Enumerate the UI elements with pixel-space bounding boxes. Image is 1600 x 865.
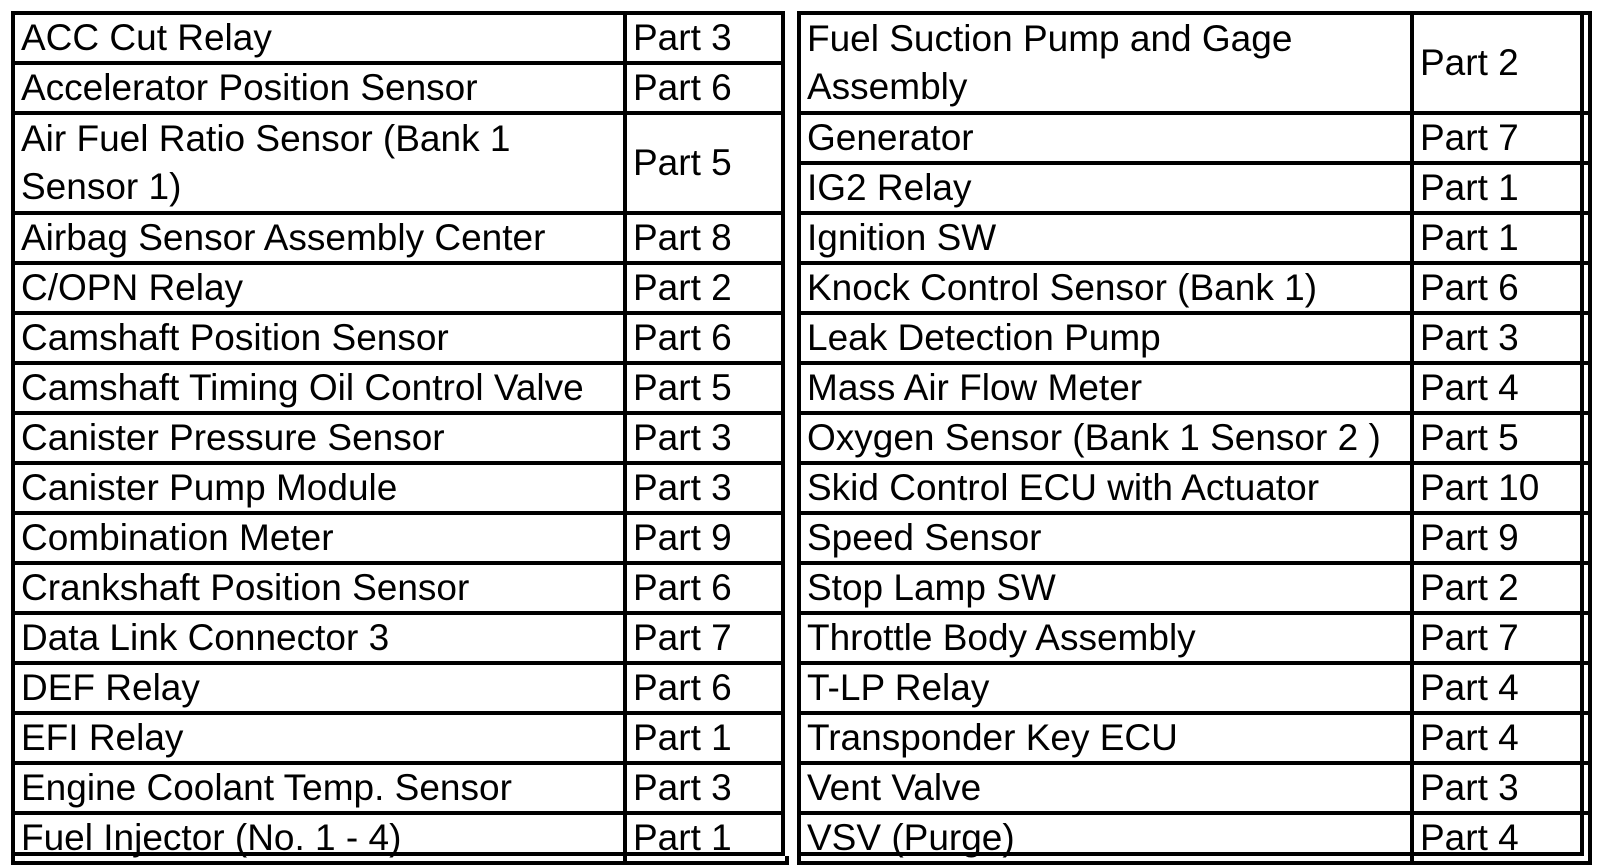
component-name: Oxygen Sensor (Bank 1 Sensor 2 ) [799, 413, 1412, 463]
component-name: C/OPN Relay [13, 263, 625, 313]
part-reference: Part 4 [1412, 813, 1590, 863]
component-name: Transponder Key ECU [799, 713, 1412, 763]
component-name: ACC Cut Relay [13, 13, 625, 63]
component-name: EFI Relay [13, 713, 625, 763]
table-row [13, 413, 787, 463]
component-name: Crankshaft Position Sensor [13, 563, 625, 613]
component-name: Fuel Suction Pump and Gage Assembly [799, 13, 1412, 113]
table-row [13, 113, 787, 213]
part-reference: Part 4 [1412, 363, 1590, 413]
part-reference: Part 1 [1412, 213, 1590, 263]
table-row [799, 13, 1590, 113]
table-row [13, 663, 787, 713]
component-name: Leak Detection Pump [799, 313, 1412, 363]
component-name: Ignition SW [799, 213, 1412, 263]
part-reference: Part 10 [1412, 463, 1590, 513]
table-row [799, 513, 1590, 563]
component-name: Fuel Injector (No. 1 - 4) [13, 813, 625, 863]
part-reference: Part 7 [1412, 113, 1590, 163]
table-row [799, 313, 1590, 363]
table-row [799, 413, 1590, 463]
component-name: Throttle Body Assembly [799, 613, 1412, 663]
part-reference: Part 7 [1412, 613, 1590, 663]
part-reference: Part 5 [625, 363, 787, 413]
table-row [13, 263, 787, 313]
table-row [13, 613, 787, 663]
table-row [799, 563, 1590, 613]
table-row [799, 363, 1590, 413]
table-row [13, 713, 787, 763]
part-reference: Part 1 [625, 713, 787, 763]
table-row [799, 263, 1590, 313]
component-name: Knock Control Sensor (Bank 1) [799, 263, 1412, 313]
part-reference: Part 2 [1412, 13, 1590, 113]
component-name: Engine Coolant Temp. Sensor [13, 763, 625, 813]
component-name: IG2 Relay [799, 163, 1412, 213]
component-name: DEF Relay [13, 663, 625, 713]
table-row [13, 313, 787, 363]
table-row [799, 613, 1590, 663]
part-reference: Part 6 [625, 563, 787, 613]
component-name: Canister Pressure Sensor [13, 413, 625, 463]
component-name: Generator [799, 113, 1412, 163]
component-name: Camshaft Position Sensor [13, 313, 625, 363]
component-name: Combination Meter [13, 513, 625, 563]
part-reference: Part 4 [1412, 663, 1590, 713]
component-name: Mass Air Flow Meter [799, 363, 1412, 413]
component-name: VSV (Purge) [799, 813, 1412, 863]
component-name: T-LP Relay [799, 663, 1412, 713]
part-reference: Part 6 [625, 63, 787, 113]
part-reference: Part 9 [1412, 513, 1590, 563]
part-reference: Part 2 [1412, 563, 1590, 613]
component-name: Air Fuel Ratio Sensor (Bank 1 Sensor 1) [13, 113, 625, 213]
table-row [13, 13, 787, 63]
part-reference: Part 1 [1412, 163, 1590, 213]
table-row [13, 763, 787, 813]
table-row [799, 763, 1590, 813]
table-row [799, 813, 1590, 863]
part-reference: Part 1 [625, 813, 787, 863]
part-reference: Part 3 [625, 763, 787, 813]
table-row [799, 713, 1590, 763]
part-reference: Part 3 [625, 463, 787, 513]
part-reference: Part 3 [625, 413, 787, 463]
part-reference: Part 9 [625, 513, 787, 563]
part-reference: Part 3 [625, 13, 787, 63]
table-row [799, 213, 1590, 263]
component-name: Canister Pump Module [13, 463, 625, 513]
table-row [799, 663, 1590, 713]
part-reference: Part 6 [1412, 263, 1590, 313]
component-name: Accelerator Position Sensor [13, 63, 625, 113]
table-row [13, 563, 787, 613]
table-row [13, 213, 787, 263]
component-name: Data Link Connector 3 [13, 613, 625, 663]
table-row [799, 163, 1590, 213]
part-reference: Part 5 [625, 113, 787, 213]
part-reference: Part 3 [1412, 763, 1590, 813]
left-parts-table [11, 11, 789, 865]
part-reference: Part 6 [625, 663, 787, 713]
component-name: Vent Valve [799, 763, 1412, 813]
table-row [13, 813, 787, 863]
part-reference: Part 6 [625, 313, 787, 363]
part-reference: Part 4 [1412, 713, 1590, 763]
table-row [13, 513, 787, 563]
right-parts-table [797, 11, 1592, 865]
component-name: Camshaft Timing Oil Control Valve [13, 363, 625, 413]
component-name: Airbag Sensor Assembly Center [13, 213, 625, 263]
table-row [799, 113, 1590, 163]
part-reference: Part 3 [1412, 313, 1590, 363]
part-reference: Part 7 [625, 613, 787, 663]
table-row [13, 363, 787, 413]
parts-index-frame [11, 11, 1584, 856]
part-reference: Part 8 [625, 213, 787, 263]
component-name: Speed Sensor [799, 513, 1412, 563]
table-row [13, 463, 787, 513]
component-name: Stop Lamp SW [799, 563, 1412, 613]
table-row [799, 463, 1590, 513]
part-reference: Part 5 [1412, 413, 1590, 463]
table-row [13, 63, 787, 113]
part-reference: Part 2 [625, 263, 787, 313]
component-name: Skid Control ECU with Actuator [799, 463, 1412, 513]
